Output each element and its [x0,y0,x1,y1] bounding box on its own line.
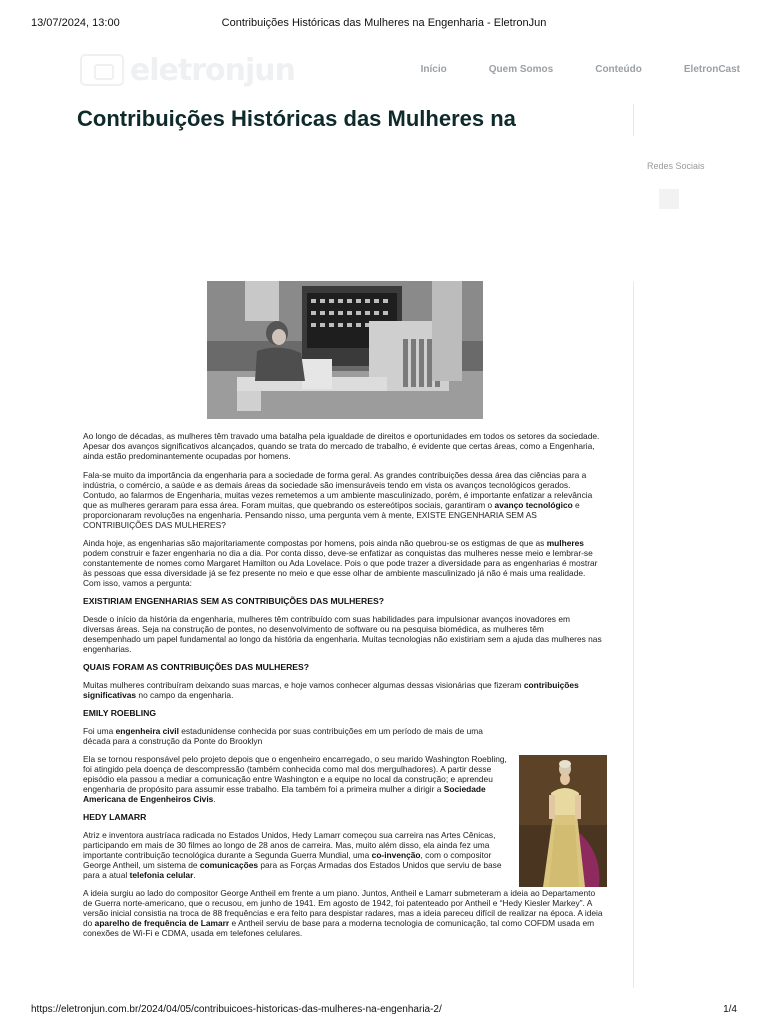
emphasis: comunicações [199,860,259,870]
print-document-title: Contribuições Históricas das Mulheres na Engenharia - EletronJun [221,17,547,29]
article-paragraph: Desde o início da história da engenharia, mulheres têm contribuído com suas habilidades para impulsionar avanços inovadores em diversas áreas. Seja na construção de pontes, no desenvolvimento de software ou na pesquisa biomédica, as mulheres têm desempenhado um papel fundamental ao longo da história da engenharia. Muitas tecnologias não existiriam sem a ajuda das mulheres nas engenharias. [83,614,602,654]
section-heading: QUAIS FORAM AS CONTRIBUIÇÕES DAS MULHERES? [83,662,309,672]
article-body [83,431,603,946]
emphasis: aparelho de frequência de Lamarr [94,918,230,928]
logo-text: eletronjun [129,52,295,88]
article-paragraph: Ela se tornou responsável pelo projeto depois que o engenheiro encarregado, o seu marido Washington Roebling, foi atingido pela doença de descompressão (também conhecida como mal dos mergulhadores). A partir desse episódio ela passou a mediar a comunicação entre Washington e a equipe no local da construção; e aprendeu engenharia de propósito para assumir esse trabalho. Ela também foi a primeira mulher a dirigir a Sociedade Americana de Engenheiros Civis. [83,754,507,804]
emphasis: avanço tecnológico [494,500,573,510]
emphasis: engenheira civil [115,726,179,736]
site-logo[interactable] [80,52,295,88]
nav-eletroncast[interactable]: EletronCast [683,64,740,75]
article-paragraph: A ideia surgiu ao lado do compositor George Antheil em frente a um piano. Juntos, Antheil e Lamarr submeteram a ideia ao Departamento de Guerra norte-americano, que o recusou, em junho de 1941. Em agosto de 1942, foi patenteado por Antheil e “Hedy Kiesler Markey”. A versão inicial consistia na troca de 88 frequências e era feito para despistar radares, mas a ideia pareceu difícil de realizar na época. A ideia do aparelho de frequência de Lamarr e Antheil serviu de base para a moderna tecnologia de comunicação, tal como COFDM usada em conexões de Wi-Fi e CDMA, usada em telefones celulares. [83,888,603,938]
article-paragraph: Foi uma engenheira civil estadunidense conhecida por suas contribuições em um período de mais de uma década para a construção da Ponte do Brooklyn [83,726,483,746]
article-paragraph: Fala-se muito da importância da engenharia para a sociedade de forma geral. As grandes contribuições dessa área das ciências para a indústria, o comércio, a saúde e as demais áreas da sociedade são imensuráveis tendo em vista os avanços tecnológicos gerados. Contudo, ao falarmos de Engenharia, muitas vezes remetemos a um ambiente masculinizado, porém, é importante enfatizar a relevância que as mulheres geraram para essa área. Foram muitas, que quebrando os estereótipos sociais, garantiram o avanço tecnológico e proporcionaram revoluções na engenharia. Pensando nisso, uma pergunta vem à mente, EXISTE ENGENHARIA SEM AS CONTRIBUIÇÕES DAS MULHERES? [83,470,593,530]
section-heading: EMILY ROEBLING [83,708,157,718]
hero-photo-icon [207,281,483,419]
nav-inicio[interactable]: Início [420,64,447,75]
emphasis: contribuições significativas [83,680,579,700]
sidebar-social-label: Redes Sociais [647,161,705,171]
section-heading: EXISTIRIAM ENGENHARIAS SEM AS CONTRIBUIÇÕES DAS MULHERES? [83,596,384,606]
page-number: 1/4 [723,1004,737,1015]
emphasis: Sociedade Americana de Engenheiros Civis [83,784,486,804]
page-title: Contribuições Históricas das Mulheres na [77,106,516,131]
article-paragraph: Ao longo de décadas, as mulheres têm travado uma batalha pela igualdade de direitos e oportunidades em todos os setores da sociedade. Apesar dos avanços significativos alcançados, quando se trata do mercado de trabalho, é evidente que certas áreas, como a Engenharia, ainda estão predominantemente ocupadas por homens. [83,431,600,461]
nav-quem-somos[interactable]: Quem Somos [488,64,554,75]
emphasis: mulheres [546,538,584,548]
article-paragraph: Atriz e inventora austríaca radicada no Estados Unidos, Hedy Lamarr começou sua carreira nas Artes Cênicas, participando em mais de 30 filmes ao longo de 28 anos de carreira. Mas, muito além disso, ela ainda fez uma importante contribuição tecnológica durante a Segunda Guerra Mundial, uma co-invenção, com o compositor George Antheil, um sistema de comunicações para as Forças Armadas dos Estados Unidos que serviu de base para a atual telefonia celular. [83,830,502,880]
sidebar-divider [633,282,634,988]
emphasis: telefonia celular [129,870,194,880]
emphasis: co-invenção [371,850,421,860]
social-icon[interactable] [659,189,679,209]
section-heading: HEDY LAMARR [83,812,147,822]
nav-conteudo[interactable]: Conteúdo [595,64,642,75]
sidebar-divider-top [633,104,634,136]
print-datetime: 13/07/2024, 13:00 [31,17,120,29]
print-header [31,17,737,31]
article-paragraph: Ainda hoje, as engenharias são majoritariamente compostas por homens, pois ainda não quebrou-se os estigmas de que as mulheres podem construir e fazer engenharia no dia a dia. Por conta disso, deve-se enfatizar as conquistas das mulheres nesse meio e lembrar-se constantemente de nomes como Margaret Hamilton ou Ada Lovelace. Pois o que pode trazer a diversidade para as engenharias é mostrar às pessoas que essa diversidade já se fez presente no meio e que esse olhar de ambiente masculinizado já não é mais uma realidade. Com isso, vamos a pergunta: [83,538,598,588]
site-header [80,50,740,90]
main-nav [379,64,740,75]
print-url: https://eletronjun.com.br/2024/04/05/contribuicoes-historicas-das-mulheres-na-engenharia-2/ [31,1004,442,1015]
hero-image-women-computer [207,281,483,419]
logo-icon [80,54,124,86]
article-paragraph: Muitas mulheres contribuíram deixando suas marcas, e hoje vamos conhecer algumas dessas visionárias que fizeram contribuições significativas no campo da engenharia. [83,680,579,700]
